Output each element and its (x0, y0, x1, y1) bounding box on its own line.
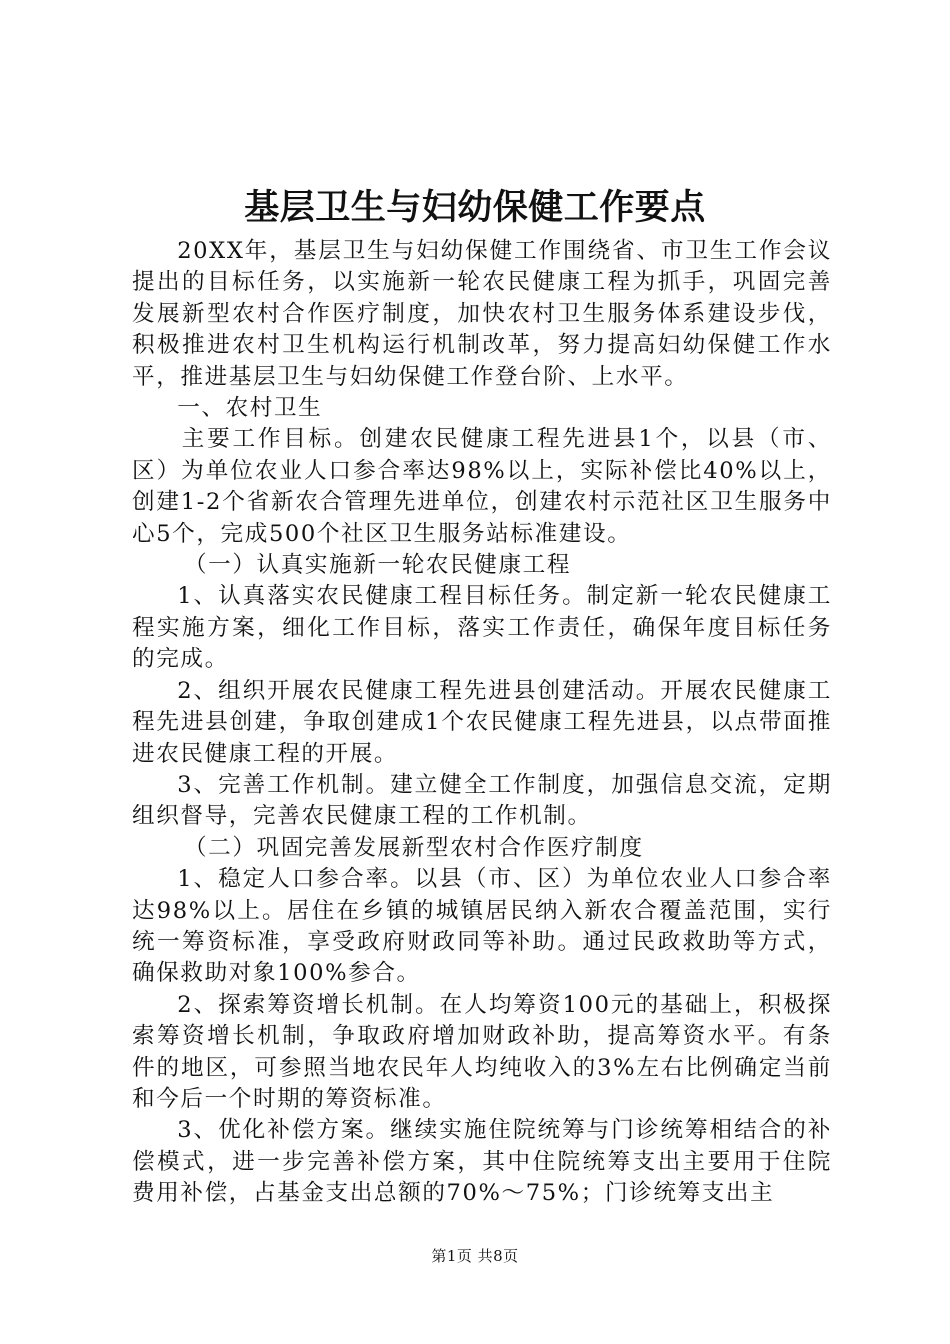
document-title: 基层卫生与妇幼保健工作要点 (244, 187, 706, 228)
list-item-paragraph: 3、完善工作机制。建立健全工作制度，加强信息交流，定期组织督导，完善农民健康工程的工作机制。 (132, 771, 832, 830)
section-heading: 一、农村卫生 (177, 395, 323, 422)
list-item-paragraph: 2、探索筹资增长机制。在人均筹资100元的基础上，积极探索筹资增长机制，争取政府增加财政补助，提高筹资水平。有条件的地区，可参照当地农民年人均纯收入的3%左右比例确定当前和今后一个时期的筹资标准。 (132, 991, 832, 1112)
list-item-paragraph: 3、优化补偿方案。继续实施住院统筹与门诊统筹相结合的补偿模式，进一步完善补偿方案，其中住院统筹支出主要用于住院费用补偿，占基金支出总额的70%～75%；门诊统筹支出主 (132, 1117, 832, 1207)
list-item-paragraph: 2、组织开展农民健康工程先进县创建活动。开展农民健康工程先进县创建，争取创建成1个农民健康工程先进县，以点带面推进农民健康工程的开展。 (132, 677, 832, 767)
subsection-heading: （一）认真实施新一轮农民健康工程 (183, 552, 572, 579)
list-item-paragraph: 1、认真落实农民健康工程目标任务。制定新一轮农民健康工程实施方案，细化工作目标，落实工作责任，确保年度目标任务的完成。 (132, 583, 832, 673)
document-body (132, 236, 832, 1210)
subsection-heading: （二）巩固完善发展新型农村合作医疗制度 (183, 834, 644, 861)
page-number-footer: 第1页 共8页 (431, 1247, 519, 1265)
goal-paragraph: 主要工作目标。创建农民健康工程先进县1个，以县（市、区）为单位农业人口参合率达98%以上，实际补偿比40%以上，创建1-2个省新农合管理先进单位，创建农村示范社区卫生服务中心5个，完成500个社区卫生服务站标准建设。 (132, 426, 832, 547)
intro-paragraph: 20XX年，基层卫生与妇幼保健工作围绕省、市卫生工作会议提出的目标任务，以实施新一轮农民健康工程为抓手，巩固完善发展新型农村合作医疗制度，加快农村卫生服务体系建设步伐，积极推进农村卫生机构运行机制改革，努力提高妇幼保健工作水平，推进基层卫生与妇幼保健工作登台阶、上水平。 (132, 238, 832, 390)
list-item-paragraph: 1、稳定人口参合率。以县（市、区）为单位农业人口参合率达98%以上。居住在乡镇的城镇居民纳入新农合覆盖范围，实行统一筹资标准，享受政府财政同等补助。通过民政救助等方式，确保救助对象100%参合。 (132, 866, 832, 987)
